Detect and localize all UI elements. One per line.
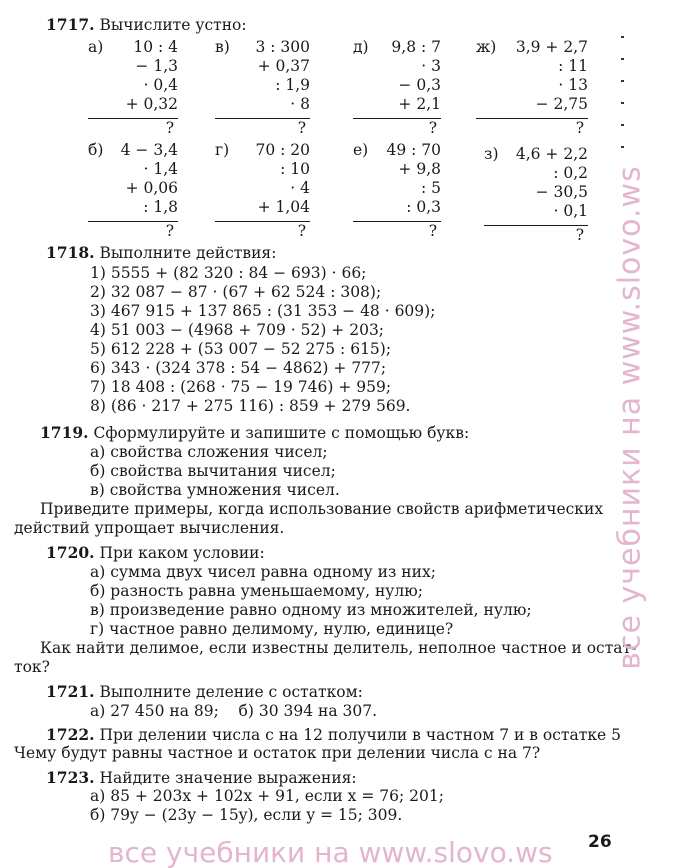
calc-chain (353, 38, 441, 138)
paragraph-line: Чему будут равны частное и остаток при делении числа c на 7? (14, 744, 541, 762)
result-placeholder: ? (165, 119, 174, 137)
item-label: в) (215, 38, 230, 56)
calc-step: − 1,3 (135, 57, 178, 75)
result-placeholder: ? (575, 119, 584, 137)
calc-step: − 0,3 (398, 76, 441, 94)
problem-text: Выполните действия: (99, 244, 277, 262)
calc-step: 4 − 3,4 (120, 141, 178, 159)
margin-mark (621, 58, 624, 60)
item-label: г) (215, 141, 230, 159)
problem-1717-heading (46, 15, 247, 35)
calc-step: + 0,06 (125, 179, 178, 197)
list-item: 3) 467 915 + 137 865 : (31 353 − 48 · 609); (90, 302, 436, 320)
problem-1718-heading (46, 243, 276, 263)
problem-number: 1723. (46, 768, 95, 787)
result-placeholder: ? (297, 222, 306, 240)
calc-step: · 8 (290, 95, 310, 113)
calc-step: · 0,1 (553, 202, 588, 220)
calc-step: · 3 (421, 57, 441, 75)
problem-number: 1717. (46, 15, 95, 34)
calc-step: · 4 (290, 179, 310, 197)
list-item: б) свойства вычитания чисел; (90, 462, 336, 480)
result-placeholder: ? (297, 119, 306, 137)
calc-chain (353, 141, 441, 241)
problem-number: 1718. (46, 243, 95, 262)
calc-step: + 1,04 (257, 198, 310, 216)
calc-step: : 5 (420, 179, 441, 197)
list-item: 8) (86 · 217 + 275 116) : 859 + 279 569. (90, 397, 411, 415)
calc-chain (88, 141, 178, 241)
calc-chain (215, 38, 310, 138)
calc-step: · 0,4 (143, 76, 178, 94)
result-placeholder: ? (575, 226, 584, 244)
calc-step: + 9,8 (398, 160, 441, 178)
calc-step: 70 : 20 (255, 141, 310, 159)
watermark-vertical: все учебники на www.slovo.ws (612, 165, 648, 670)
problem-text: При каком условии: (99, 544, 265, 562)
problem-1721-heading (46, 682, 363, 702)
list-item: б) разность равна уменьшаемому, нулю; (90, 582, 423, 600)
calc-step: : 10 (280, 160, 310, 178)
calc-step: + 2,1 (398, 95, 441, 113)
watermark-bottom: все учебники на www.slovo.ws (108, 836, 553, 868)
margin-mark (621, 146, 624, 148)
list-item: а) 85 + 203x + 102x + 91, если x = 76; 201; (90, 787, 444, 805)
problem-text: Сформулируйте и запишите с помощью букв: (93, 424, 470, 442)
list-item: г) частное равно делимому, нулю, единице? (90, 620, 454, 638)
margin-mark (621, 80, 624, 82)
calc-step: − 2,75 (535, 95, 588, 113)
item-label: ж) (476, 38, 497, 56)
list-item: а) свойства сложения чисел; (90, 443, 328, 461)
calc-chain (476, 38, 588, 138)
calc-step: : 0,2 (553, 164, 588, 182)
item-label: з) (484, 145, 499, 163)
list-item: 2) 32 087 − 87 · (67 + 62 524 : 308); (90, 283, 382, 301)
list-item: в) свойства умножения чисел. (90, 481, 340, 499)
result-placeholder: ? (428, 222, 437, 240)
result-placeholder: ? (428, 119, 437, 137)
problem-number: 1719. (40, 423, 89, 442)
problem-1719-heading (40, 423, 469, 443)
calc-chain (215, 141, 310, 241)
calc-step: 10 : 4 (133, 38, 178, 56)
list-item: 7) 18 408 : (268 · 75 − 19 746) + 959; (90, 378, 392, 396)
margin-mark (621, 124, 624, 126)
problem-1720-heading (46, 543, 265, 563)
calc-step: : 11 (558, 57, 588, 75)
item-label: а) (88, 38, 104, 56)
problem-1723-heading (46, 768, 357, 788)
calc-step: 9,8 : 7 (391, 38, 441, 56)
calc-step: + 0,37 (257, 57, 310, 75)
problem-number: 1720. (46, 543, 95, 562)
problem-text: Вычислите устно: (99, 16, 247, 34)
calc-step: : 1,9 (275, 76, 310, 94)
list-item: б) 79y − (23y − 15y), если y = 15; 309. (90, 806, 403, 824)
list-item: а) сумма двух чисел равна одному из них; (90, 563, 436, 581)
calc-step: 3 : 300 (255, 38, 310, 56)
list-item: 4) 51 003 − (4968 + 709 · 52) + 203; (90, 321, 385, 339)
item-label: е) (353, 141, 369, 159)
page-number: 26 (588, 832, 612, 852)
paragraph-line: ток? (14, 658, 50, 676)
calc-chain (484, 145, 588, 245)
margin-mark (621, 36, 624, 38)
calc-step: : 1,8 (143, 198, 178, 216)
paragraph-line: действий упрощает вычисления. (14, 519, 285, 537)
list-item: 6) 343 · (324 378 : 54 − 4862) + 777; (90, 359, 387, 377)
margin-mark (621, 102, 624, 104)
problem-number: 1721. (46, 682, 95, 701)
paragraph-line: Как найти делимое, если известны делитель, неполное частное и остат- (40, 639, 637, 657)
item-label: б) (88, 141, 104, 159)
result-placeholder: ? (165, 222, 174, 240)
problem-text: Выполните деление с остатком: (99, 683, 363, 701)
problem-text: Найдите значение выражения: (99, 769, 357, 787)
calc-step: · 13 (558, 76, 588, 94)
calc-step: 3,9 + 2,7 (515, 38, 588, 56)
calc-chain (88, 38, 178, 138)
list-item: в) произведение равно одному из множителей, нулю; (90, 601, 532, 619)
item-label: д) (353, 38, 369, 56)
calc-step: − 30,5 (535, 183, 588, 201)
calc-step: 49 : 70 (386, 141, 441, 159)
list-item: а) 27 450 на 89; б) 30 394 на 307. (90, 702, 378, 720)
list-item: 1) 5555 + (82 320 : 84 − 693) · 66; (90, 264, 367, 282)
calc-step: + 0,32 (125, 95, 178, 113)
calc-step: 4,6 + 2,2 (515, 145, 588, 163)
calc-step: : 0,3 (406, 198, 441, 216)
calc-step: · 1,4 (143, 160, 178, 178)
paragraph-line: Приведите примеры, когда использование свойств арифметических (40, 500, 604, 518)
problem-number: 1722. (46, 725, 95, 744)
list-item: 5) 612 228 + (53 007 − 52 275 : 615); (90, 340, 392, 358)
problem-text: При делении числа c на 12 получили в частном 7 и в остатке 5 (99, 726, 621, 744)
problem-1722-heading (46, 725, 621, 745)
